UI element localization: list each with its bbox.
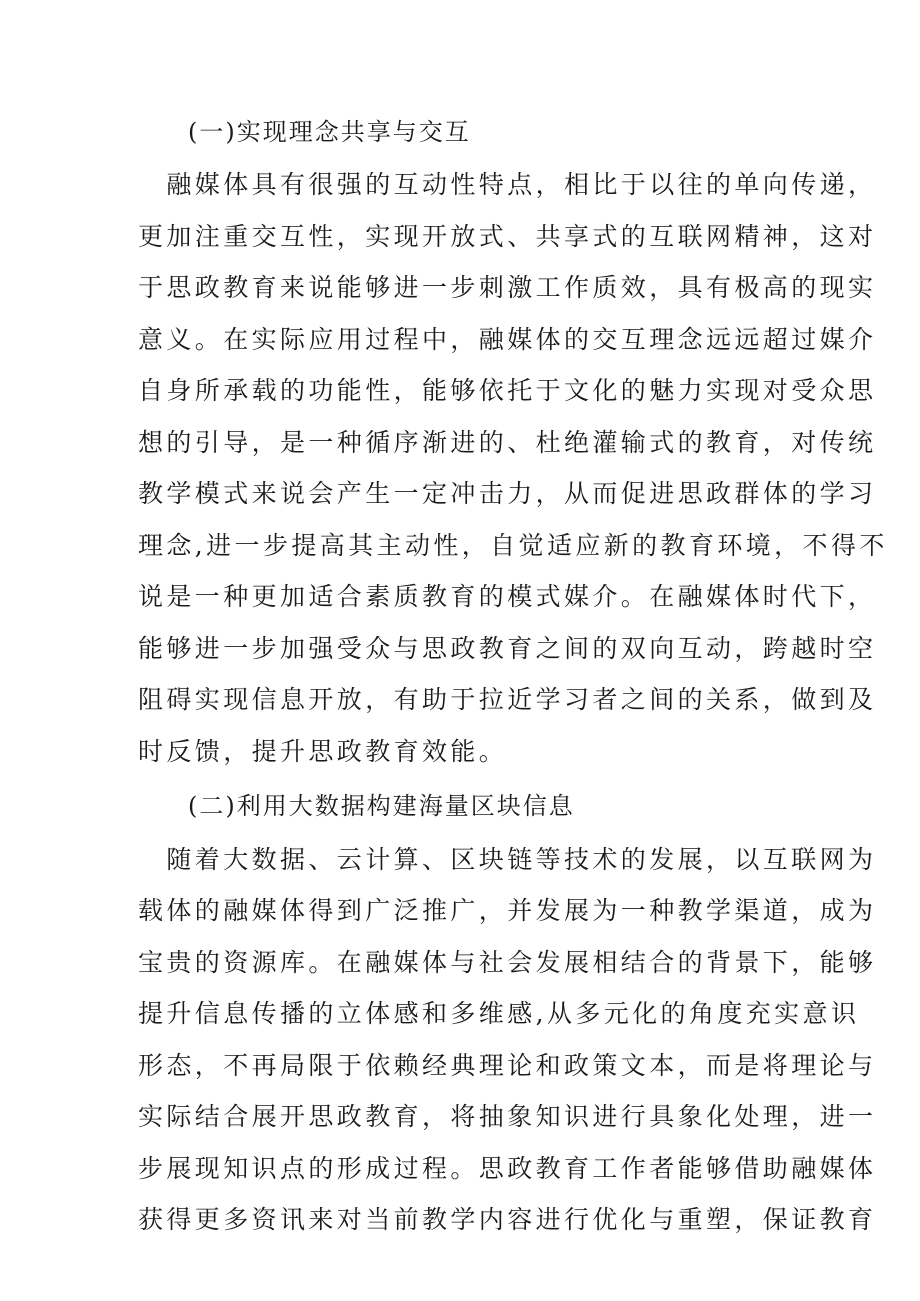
section-heading-2: (二)利用大数据构建海量区块信息	[188, 792, 575, 820]
paragraph-line: 实际结合展开思政教育，将抽象知识进行具象化处理，进一	[138, 1102, 877, 1131]
paragraph-line: 时反馈，提升思政教育效能。	[138, 737, 508, 766]
paragraph-line: 于思政教育来说能够进一步刺激工作质效，具有极高的现实	[138, 273, 877, 302]
paragraph-line: 阻碍实现信息开放，有助于拉近学习者之间的关系，做到及	[138, 685, 877, 714]
paragraph-line: 获得更多资讯来对当前教学内容进行优化与重塑，保证教育	[138, 1205, 877, 1234]
paragraph-line: 提升信息传播的立体感和多维感,从多元化的角度充实意识	[138, 999, 860, 1028]
paragraph-line: 融媒体具有很强的互动性特点，相比于以往的单向传递，	[138, 170, 877, 199]
paragraph-line: 宝贵的资源库。在融媒体与社会发展相结合的背景下，能够	[138, 948, 877, 977]
paragraph-line: 教学模式来说会产生一定冲击力，从而促进思政群体的学习	[138, 479, 877, 508]
paragraph-line: 意义。在实际应用过程中，融媒体的交互理念远远超过媒介	[138, 325, 877, 354]
paragraph-line: 想的引导，是一种循序渐进的、杜绝灌输式的教育，对传统	[138, 428, 877, 457]
paragraph-line: 载体的融媒体得到广泛推广，并发展为一种教学渠道，成为	[138, 896, 877, 925]
paragraph-line: 理念,进一步提高其主动性，自觉适应新的教育环境，不得不	[138, 531, 888, 560]
paragraph-line: 自身所承载的功能性，能够依托于文化的魅力实现对受众思	[138, 376, 877, 405]
paragraph-line: 步展现知识点的形成过程。思政教育工作者能够借助融媒体	[138, 1154, 877, 1183]
paragraph-line: 随着大数据、云计算、区块链等技术的发展，以互联网为	[138, 845, 877, 874]
paragraph-line: 能够进一步加强受众与思政教育之间的双向互动，跨越时空	[138, 634, 877, 663]
paragraph-line: 更加注重交互性，实现开放式、共享式的互联网精神，这对	[138, 222, 877, 251]
paragraph-line: 形态，不再局限于依赖经典理论和政策文本，而是将理论与	[138, 1051, 877, 1080]
paragraph-line: 说是一种更加适合素质教育的模式媒介。在融媒体时代下，	[138, 582, 877, 611]
section-heading-1: (一)实现理念共享与交互	[188, 118, 471, 146]
